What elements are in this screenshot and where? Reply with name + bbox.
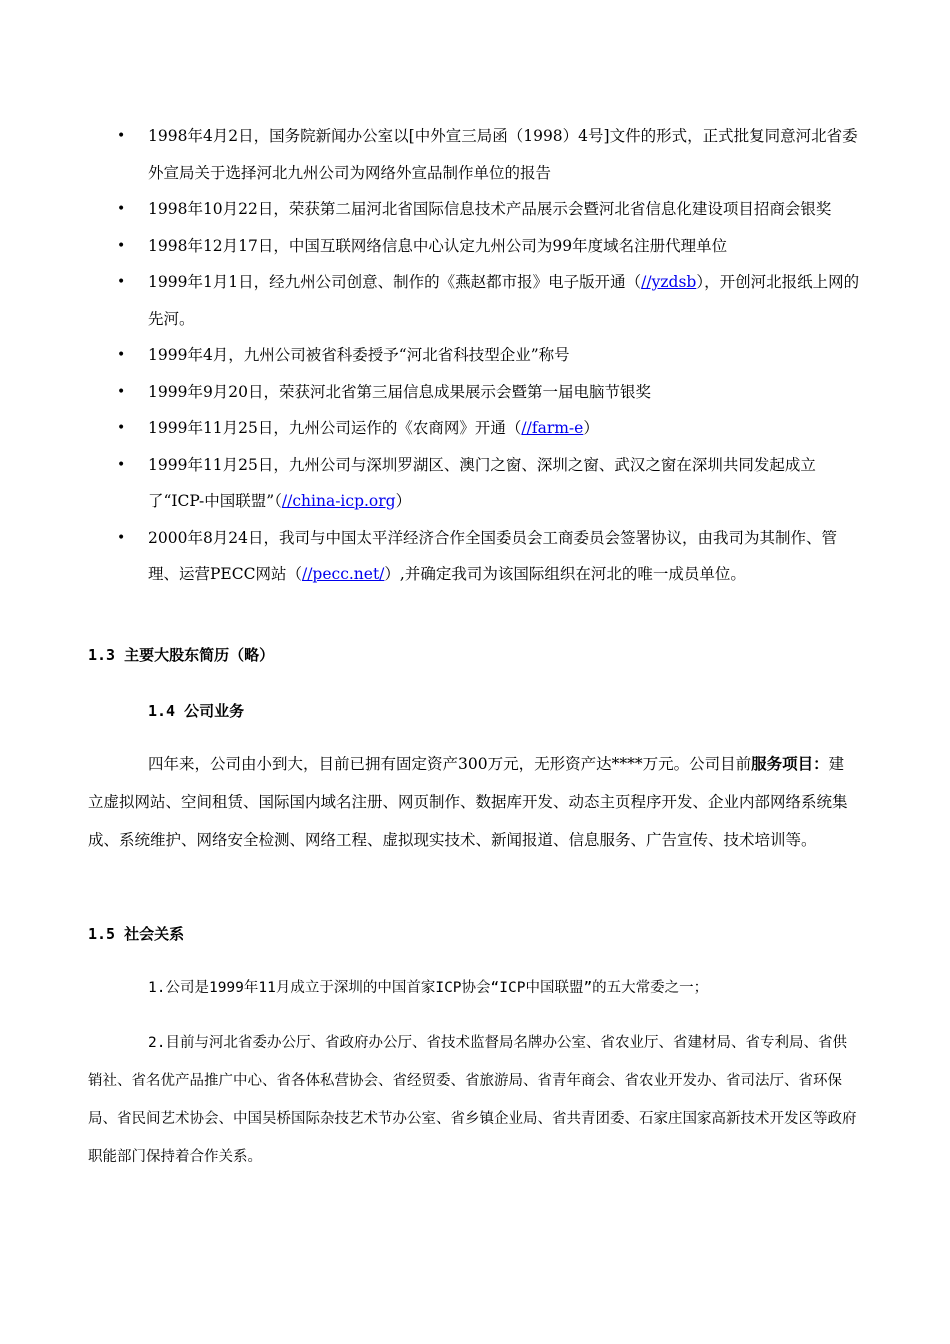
- section-heading-1-3: 1.3 主要大股东简历（略）: [88, 646, 275, 664]
- bullet-icon: •: [117, 456, 126, 473]
- bullet-icon: •: [117, 201, 126, 217]
- bullet-icon: •: [117, 128, 126, 144]
- list-item: • 1999年11月25日，九州公司与深圳罗湖区、澳门之窗、深圳之窗、武汉之窗在深圳共同发起成立了“ICP-中国联盟”（//china-icp.org）: [0, 447, 950, 520]
- section-heading-1-5: 1.5 社会关系: [88, 925, 185, 943]
- bullet-icon: •: [117, 383, 126, 400]
- relation-paragraph-1: 1.公司是1999年11月成立于深圳的中国首家ICP协会“ICP中国联盟”的五大常委之一；: [148, 980, 709, 996]
- list-item: • 1999年11月25日，九州公司运作的《农商网》开通（//farm-e）: [0, 410, 950, 447]
- business-paragraph: 四年来，公司由小到大，目前已拥有固定资产300万元，无形资产达****万元。公司目前服务项目：建立虚拟网站、空间租赁、国际国内域名注册、网页制作、数据库开发、动态主页程序开发、企业内部网络系统集成、系统维护、网络安全检测、网络工程、虚拟现实技术、新闻报道、信息服务、广告宣传、技术培训等。: [88, 754, 848, 849]
- relation-paragraph-2: 2.目前与河北省委办公厅、省政府办公厅、省技术监督局名牌办公室、省农业厅、省建材局、省专利局、省供销社、省名优产品推广中心、省各体私营协会、省经贸委、省旅游局、省青年商会、省农业开发办、省司法厅、省环保局、省民间艺术协会、中国吴桥国际杂技艺术节办公室、省乡镇企业局、省共青团委、石家庄国家高新技术开发区等政府职能部门保持着合作关系。: [88, 1035, 857, 1165]
- bullet-icon: •: [117, 420, 126, 436]
- list-item: • 1998年4月2日，国务院新闻办公室以[中外宣三局函（1998）4号]文件的形式，正式批复同意河北省委外宣局关于选择河北九州公司为网络外宣品制作单位的报告: [0, 118, 950, 191]
- bullet-icon: •: [117, 529, 126, 546]
- list-item: • 1999年1月1日，经九州公司创意、制作的《燕赵都市报》电子版开通（//yzdsb），开创河北报纸上网的先河。: [0, 264, 950, 337]
- yzdsb-link[interactable]: //yzdsb: [641, 273, 697, 291]
- pecc-link[interactable]: //pecc.net/: [301, 565, 385, 583]
- farm-e-link[interactable]: //farm-e: [521, 419, 584, 437]
- list-item: • 1998年12月17日，中国互联网络信息中心认定九州公司为99年度域名注册代理单位: [0, 228, 950, 265]
- china-icp-link[interactable]: //china-icp.org: [281, 492, 396, 510]
- list-item: • 1999年4月，九州公司被省科委授予“河北省科技型企业”称号: [0, 337, 950, 374]
- bullet-icon: •: [117, 274, 126, 290]
- service-items-label: 服务项目：: [751, 754, 829, 773]
- list-item: • 2000年8月24日，我司与中国太平洋经济合作全国委员会工商委员会签署协议，由我司为其制作、管理、运营PECC网站（//pecc.net/）,并确定我司为该国际组织在河北的唯一成员单位。: [0, 520, 950, 593]
- bullet-icon: •: [117, 237, 126, 254]
- list-item: • 1998年10月22日，荣获第二届河北省国际信息技术产品展示会暨河北省信息化建设项目招商会银奖: [0, 191, 950, 228]
- list-item: • 1999年9月20日，荣获河北省第三届信息成果展示会暨第一届电脑节银奖: [0, 374, 950, 411]
- milestone-list: [0, 118, 950, 593]
- bullet-icon: •: [117, 347, 126, 363]
- section-heading-1-4: 1.4 公司业务: [148, 702, 245, 720]
